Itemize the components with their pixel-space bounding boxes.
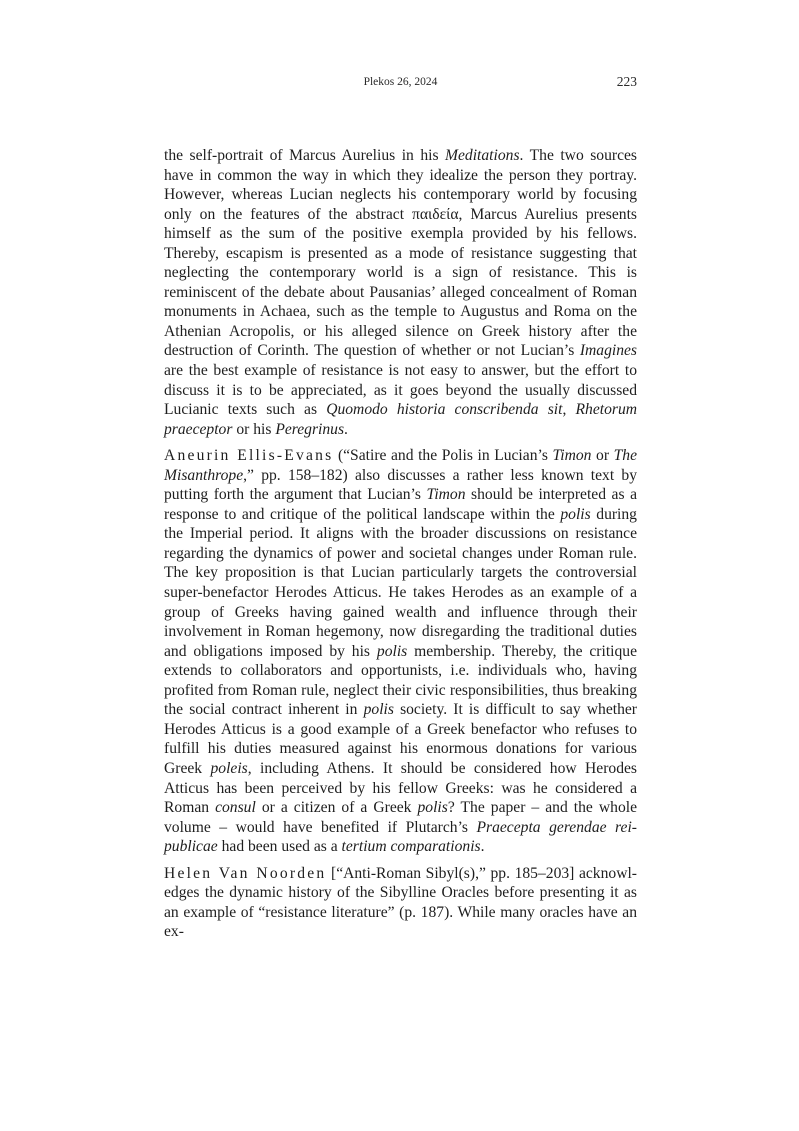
- text-run: [“Anti-Roman Sibyl(s),” pp. 185–203] acknowledges the dynamic history of the Sibylline Oracles before presenting it as an example of “resistance literature” (p. 187). While many oracles have an ex-: [164, 864, 637, 941]
- text-run: society. It is difficult to say whether Herodes Atticus is a good example of a Greek benefactor who refuses to fulfill his duties measured against his enormous donations for various Greek: [164, 701, 638, 777]
- text-run: are the best example of resistance is not easy to answer, but the effort to discuss it is to be appreciated, as it goes beyond the usually discussed Lucianic texts such as: [164, 362, 637, 419]
- paragraph-marcus-aurelius: [164, 146, 637, 439]
- italic-title: Peregrinus: [275, 420, 345, 438]
- page-number: 223: [616, 74, 637, 89]
- italic-title: consul: [215, 799, 256, 817]
- italic-title: Praecepta gerendae reipublicae: [164, 818, 637, 856]
- text-run: should be interpreted as a response to and critique of the political landscape within the: [164, 486, 638, 523]
- text-run: .: [480, 838, 485, 856]
- text-run: or his: [232, 420, 276, 438]
- text-run: , including Athens. It should be considered how Herodes Atticus has been perceived by his fellow Greeks: was he considered a Roman: [164, 759, 637, 817]
- text-run: ,” pp. 158–182) also discusses a rather less known text by putting forth the argument that Lucian’s: [164, 466, 637, 504]
- italic-title: polis: [417, 799, 448, 817]
- italic-title: polis: [376, 642, 408, 660]
- text-run: ,: [562, 401, 576, 419]
- text-run: ? The paper – and the whole volume – would have benefited if Plutarch’s: [164, 799, 637, 836]
- text-run: had been used as a: [217, 838, 342, 856]
- body-text: [164, 146, 637, 942]
- italic-title: Imagines: [579, 342, 637, 360]
- review-author-name: Aneurin Ellis-Evans: [164, 447, 334, 465]
- italic-title: Timon: [426, 486, 466, 504]
- text-run: or: [591, 447, 614, 465]
- italic-title: Quomodo historia conscribenda sit: [326, 401, 563, 419]
- text-run: or a citizen of a Greek: [255, 799, 418, 817]
- text-run: . The two sources have in common the way in which they idealize the person they portray. However, whereas Lucian neglects his contemporary world by focusing only on the features of the abstract παιδεία, Marcus Aurelius presents himself as the sum of the positive exempla provided by his fellows. Thereby, escapism is presented as a mode of resistance suggesting that neglecting the contemporary world is a sign of resistance. This is reminiscent of the debate about Pausanias’ alleged concealment of Roman monuments in Achaea, such as the temple to Augustus and Roma on the Athenian Acropolis, or his alleged silence on Greek history after the destruction of Corinth. The question of whether or not Lucian’s: [164, 147, 637, 360]
- text-run: membership. Thereby, the critique extends to collaborators and opportunists, i.e. individuals who, having profited from Roman rule, neglect their civic responsibilities, thus breaking the social contract inherent in: [164, 642, 638, 719]
- italic-title: polis: [560, 505, 591, 523]
- italic-title: Meditations: [445, 147, 520, 164]
- text-run: the self-portrait of Marcus Aurelius in his: [164, 147, 446, 164]
- paragraph-ellis-evans-review: [164, 446, 637, 856]
- italic-title: poleis: [210, 759, 248, 777]
- italic-title: Timon: [552, 447, 592, 465]
- journal-running-title: Plekos 26, 2024: [363, 76, 438, 88]
- text-run: .: [344, 420, 348, 438]
- italic-title: polis: [363, 701, 394, 719]
- text-run: during the Imperial period. It aligns with the broader discussions on resistance regarding the dynamics of power and societal changes under Roman rule. The key proposition is that Lucian particularly targets the controversial super-benefactor Herodes Atticus. He takes Herodes as an example of a group of Greeks having gained wealth and influence through their involvement in Roman hegemony, now disregarding the traditional duties and obligations imposed by his: [164, 505, 637, 660]
- review-author-name: Helen Van Noorden: [164, 864, 327, 882]
- italic-title: The Misanthrope: [164, 447, 637, 484]
- running-head: [164, 74, 637, 94]
- paragraph-van-noorden-review: [164, 864, 637, 942]
- italic-title: tertium comparationis: [341, 838, 481, 856]
- italic-title: Rhetorum praeceptor: [164, 401, 638, 438]
- text-run: (“Satire and the Polis in Lucian’s: [333, 447, 553, 465]
